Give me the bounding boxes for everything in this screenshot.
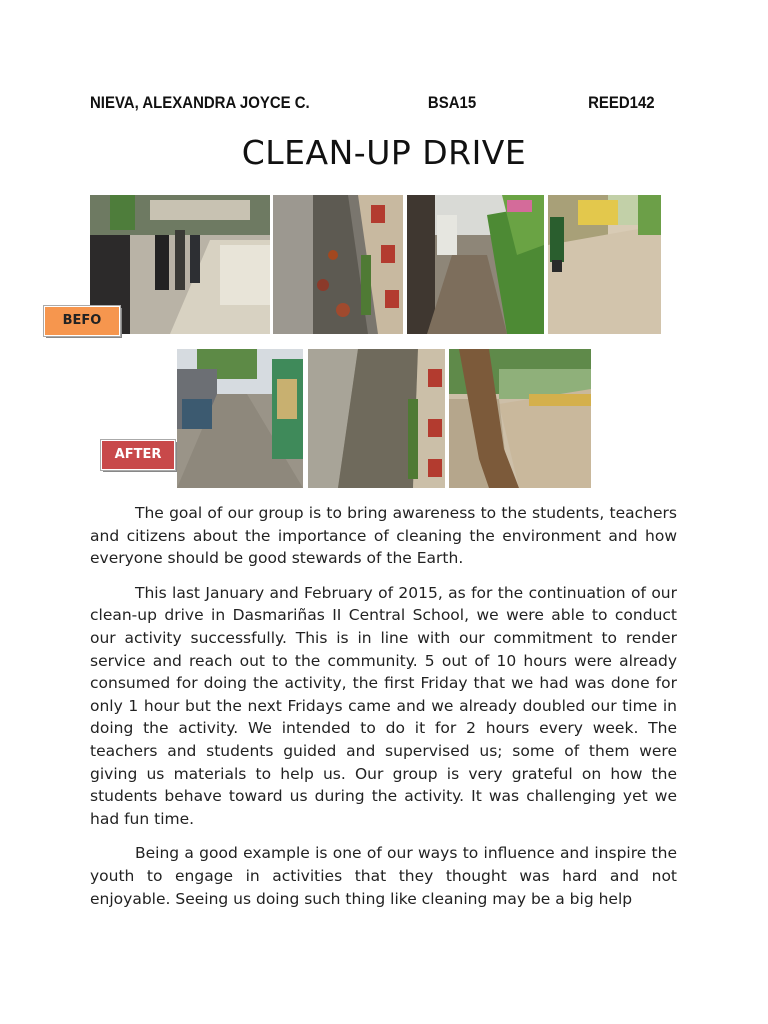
after-photo-3: [449, 349, 591, 488]
course-section: BSA15: [427, 93, 477, 112]
student-name: NIEVA, ALEXANDRA JOYCE C.: [90, 93, 310, 112]
paragraph-2: This last January and February of 2015, as for the continuation of our clean-up drive in Dasmariñas II Central School, we were able to conduct our activity successfully. This is in line with our commitment to render service and reach out to the community. 5 out of 10 hours were already consumed for doing the activity, the first Friday that we had was done for only 1 hour but the next Fridays came and we already doubled our time in doing the activity. We intended to do it for 2 hours every week. The teachers and students guided and supervised us; some of them were giving us materials to help us. Our group is very grateful on how the students behave toward us during the activity. It was challenging yet we had fun time.: [90, 583, 677, 828]
after-photo-2: [308, 349, 445, 488]
document-title: CLEAN-UP DRIVE: [241, 133, 527, 172]
subject-code: REED142: [588, 93, 655, 112]
before-photo-4: [548, 195, 661, 334]
before-photo-3: [407, 195, 544, 334]
before-photo-2: [273, 195, 403, 334]
after-photo-1: [177, 349, 303, 488]
before-label: BEFO: [44, 306, 120, 336]
document-header: [90, 93, 655, 119]
body-text: [90, 502, 677, 922]
after-label: AFTER: [101, 440, 175, 470]
paragraph-3: Being a good example is one of our ways to influence and inspire the youth to engage in activities that they thought was hard and not enjoyable. Seeing us doing such thing like cleaning may be a big help: [90, 844, 677, 908]
paragraph-1: The goal of our group is to bring awareness to the students, teachers and citizens about the importance of cleaning the environment and how everyone should be good stewards of the Earth.: [90, 504, 677, 568]
